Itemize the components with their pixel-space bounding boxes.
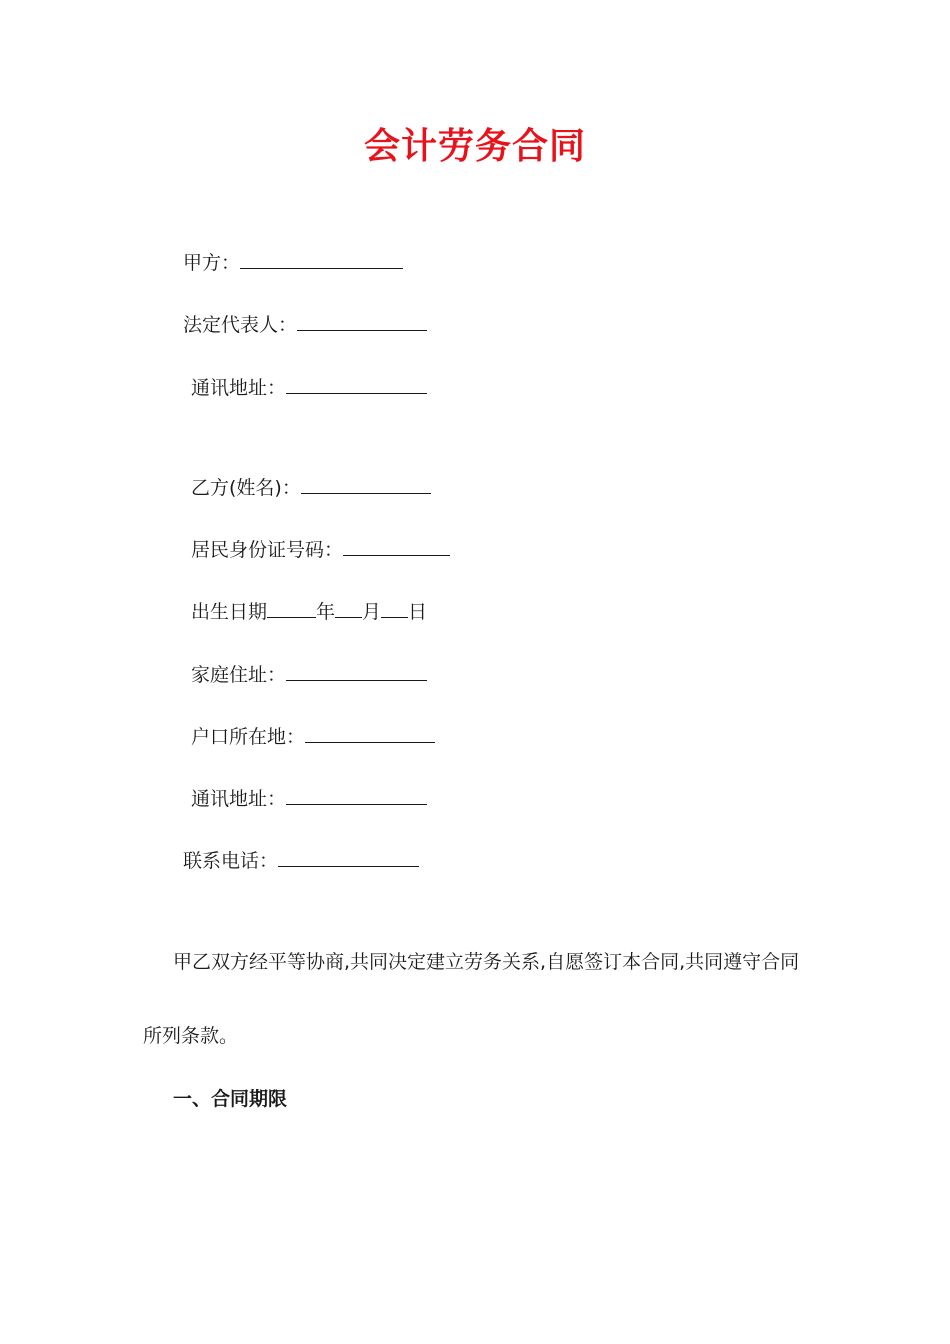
party-b-phone-blank[interactable] (278, 848, 419, 867)
birth-month-blank[interactable] (335, 599, 362, 618)
party-a-rep-blank[interactable] (297, 312, 427, 331)
section-1-heading: 一、合同期限 (173, 1088, 288, 1110)
party-b-id-field (191, 537, 450, 563)
party-a-address-blank[interactable] (286, 375, 427, 394)
birth-month-label: 月 (362, 601, 382, 623)
party-b-birth-label: 出生日期 (191, 601, 268, 623)
party-a-address-field (191, 375, 427, 401)
party-b-id-label: 居民身份证号码： (191, 539, 344, 561)
intro-line-2: 所列条款。 (143, 1025, 239, 1047)
party-b-birth-field (191, 599, 427, 625)
birth-day-label: 日 (408, 601, 428, 623)
party-a-rep-field (183, 312, 427, 338)
birth-day-blank[interactable] (381, 599, 408, 618)
party-b-address-field (191, 786, 427, 812)
party-b-address-label: 通讯地址： (191, 788, 287, 810)
party-a-address-label: 通讯地址： (191, 377, 287, 399)
party-b-hukou-field (191, 724, 435, 750)
party-b-home-field (191, 662, 427, 688)
party-b-hukou-label: 户口所在地： (191, 726, 306, 748)
party-a-name-field (183, 250, 403, 276)
party-b-name-field (191, 475, 431, 501)
birth-year-label: 年 (316, 601, 336, 623)
intro-line-1: 甲乙双方经平等协商,共同决定建立劳务关系,自愿签订本合同,共同遵守合同 (173, 951, 800, 973)
party-b-name-blank[interactable] (301, 475, 431, 494)
party-b-hukou-blank[interactable] (305, 724, 435, 743)
party-b-name-label: 乙方(姓名)： (191, 477, 301, 499)
party-a-rep-label: 法定代表人： (183, 314, 298, 336)
party-b-phone-field (183, 848, 419, 874)
document-title: 会计劳务合同 (363, 126, 586, 167)
party-b-id-blank[interactable] (343, 537, 450, 556)
party-a-name-blank[interactable] (240, 250, 403, 269)
party-b-home-blank[interactable] (286, 662, 427, 681)
party-b-home-label: 家庭住址： (191, 664, 287, 686)
birth-year-blank[interactable] (267, 599, 316, 618)
party-b-phone-label: 联系电话： (183, 850, 279, 872)
party-a-name-label: 甲方： (183, 252, 241, 274)
party-b-address-blank[interactable] (286, 786, 427, 805)
